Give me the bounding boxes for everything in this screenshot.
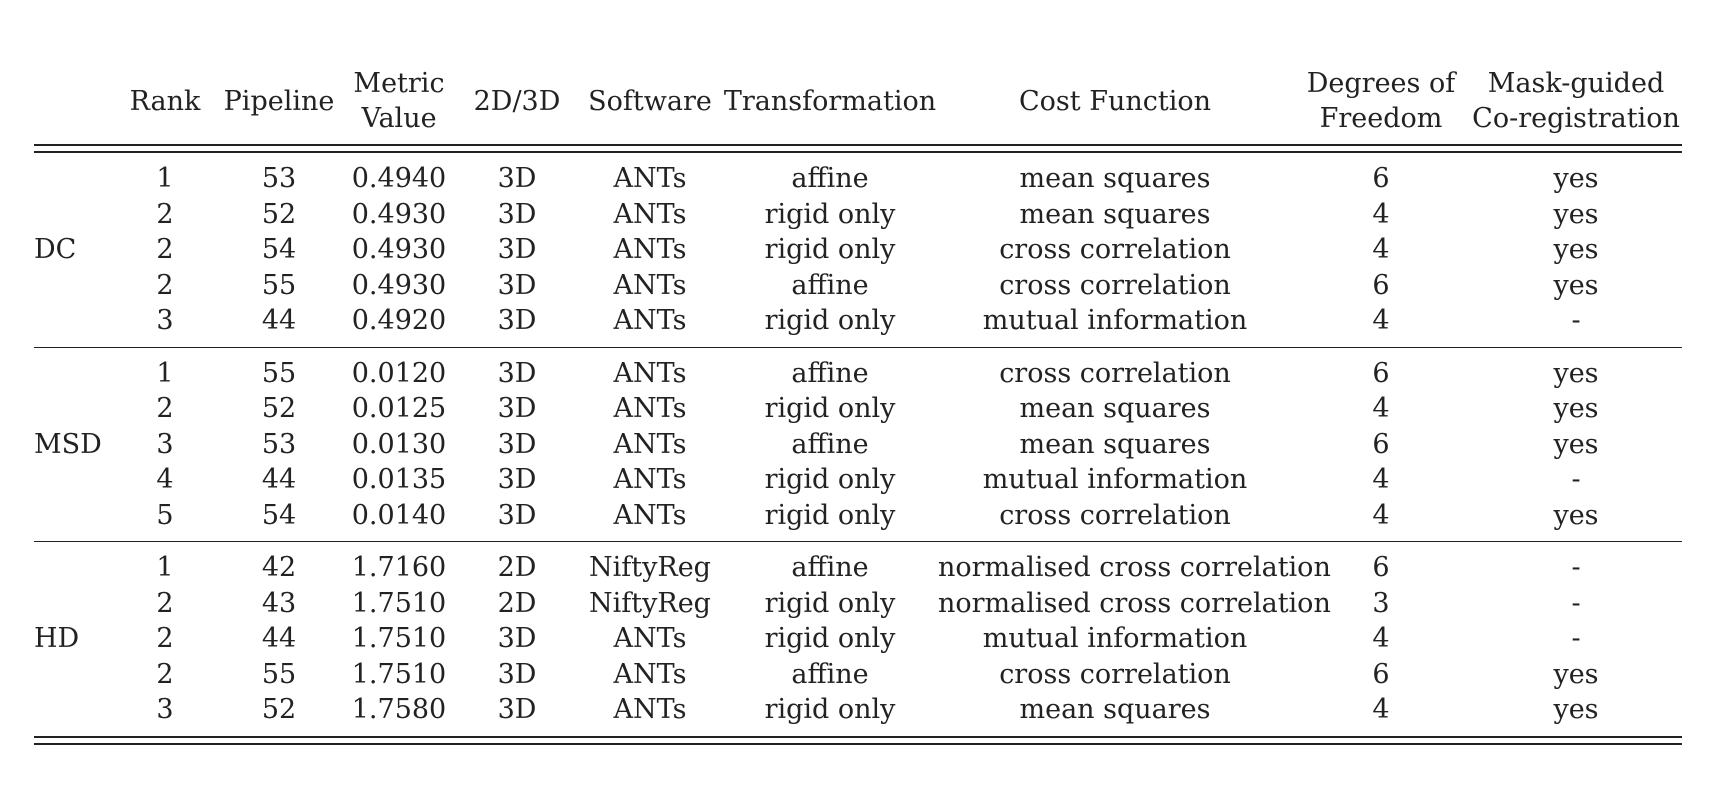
cell-dimension: 3D xyxy=(497,393,537,424)
cell-metric-value: 0.4930 xyxy=(351,198,447,230)
header-dof-line1: Degrees of xyxy=(1306,68,1456,99)
cell-metric-value: 0.0125 xyxy=(351,393,447,424)
cell-metric-value: 1.7160 xyxy=(351,552,447,583)
cell-cost-function: mean squares xyxy=(1019,694,1211,725)
cell-dimension: 3D xyxy=(497,658,537,690)
group-label xyxy=(34,657,114,693)
table-body xyxy=(34,144,1682,745)
cell-mask-guided: - xyxy=(1571,552,1581,583)
header-degrees-of-freedom xyxy=(1292,62,1470,144)
cell-rank: 3 xyxy=(156,694,174,725)
group-label xyxy=(34,498,114,534)
header-metric-line1: Metric xyxy=(353,68,445,99)
cell-software: ANTs xyxy=(613,269,687,301)
header-group xyxy=(34,62,114,144)
table-row xyxy=(34,197,1682,233)
cell-pipeline: 52 xyxy=(261,694,297,725)
cell-pipeline: 43 xyxy=(261,587,297,619)
cell-software: ANTs xyxy=(613,305,687,336)
table-row xyxy=(34,621,1682,657)
cell-dimension: 3D xyxy=(497,198,537,230)
cell-cost-function: cross correlation xyxy=(999,269,1231,301)
cell-metric-value: 1.7510 xyxy=(351,623,447,654)
cell-rank: 4 xyxy=(156,464,174,495)
cell-metric-value: 0.0130 xyxy=(351,428,447,460)
cell-rank: 1 xyxy=(156,163,174,194)
results-table-container xyxy=(34,62,1682,745)
cell-cost-function: mean squares xyxy=(1019,163,1211,194)
table-row xyxy=(34,268,1682,304)
header-transformation: Transformation xyxy=(723,85,937,117)
cell-transformation: affine xyxy=(791,269,869,301)
group-label: MSD xyxy=(34,428,102,460)
cell-degrees-of-freedom: 4 xyxy=(1372,499,1390,531)
cell-rank: 3 xyxy=(156,428,174,460)
bottom-double-rule xyxy=(34,736,1682,745)
table-row xyxy=(34,586,1682,622)
header-double-rule xyxy=(34,144,1682,153)
cell-degrees-of-freedom: 4 xyxy=(1372,464,1390,495)
cell-pipeline: 44 xyxy=(261,305,297,336)
table-row xyxy=(34,498,1682,534)
table-row xyxy=(34,692,1682,728)
cell-software: ANTs xyxy=(613,163,687,194)
cell-degrees-of-freedom: 3 xyxy=(1372,587,1390,619)
table-row xyxy=(34,391,1682,427)
cell-dimension: 3D xyxy=(497,234,537,265)
cell-mask-guided: yes xyxy=(1553,234,1599,265)
cell-metric-value: 0.4940 xyxy=(351,163,447,194)
cell-rank: 2 xyxy=(156,269,174,301)
cell-rank: 2 xyxy=(156,658,174,690)
cell-pipeline: 54 xyxy=(261,499,297,531)
group-spacer xyxy=(34,339,1682,348)
cell-software: ANTs xyxy=(613,623,687,654)
cell-mask-guided: yes xyxy=(1553,198,1599,230)
cell-cost-function: mutual information xyxy=(982,305,1248,336)
cell-pipeline: 55 xyxy=(261,269,297,301)
cell-rank: 2 xyxy=(156,393,174,424)
cell-mask-guided: yes xyxy=(1553,499,1599,531)
table-row xyxy=(34,303,1682,339)
cell-degrees-of-freedom: 4 xyxy=(1372,234,1390,265)
cell-metric-value: 0.4920 xyxy=(351,305,447,336)
cell-pipeline: 44 xyxy=(261,623,297,654)
cell-rank: 1 xyxy=(156,552,174,583)
header-mask-line1: Mask-guided xyxy=(1487,68,1665,99)
cell-mask-guided: - xyxy=(1571,305,1581,336)
cell-degrees-of-freedom: 6 xyxy=(1372,428,1390,460)
cell-software: ANTs xyxy=(613,658,687,690)
header-software: Software xyxy=(588,85,712,117)
cell-rank: 2 xyxy=(156,587,174,619)
cell-software: ANTs xyxy=(613,198,687,230)
cell-degrees-of-freedom: 6 xyxy=(1372,552,1390,583)
cell-dimension: 3D xyxy=(497,694,537,725)
cell-rank: 3 xyxy=(156,305,174,336)
cell-dimension: 3D xyxy=(497,464,537,495)
cell-degrees-of-freedom: 4 xyxy=(1372,305,1390,336)
cell-cost-function: mean squares xyxy=(1019,198,1211,230)
cell-cost-function: cross correlation xyxy=(999,658,1231,690)
cell-pipeline: 53 xyxy=(261,428,297,460)
table-row xyxy=(34,356,1682,392)
cell-software: ANTs xyxy=(613,357,687,389)
group-label xyxy=(34,462,114,498)
cell-cost-function: mutual information xyxy=(982,623,1248,654)
group-label xyxy=(34,586,114,622)
cell-degrees-of-freedom: 6 xyxy=(1372,163,1390,194)
cell-software: ANTs xyxy=(613,234,687,265)
header-dimension: 2D/3D xyxy=(473,85,561,117)
cell-mask-guided: - xyxy=(1571,464,1581,495)
results-table xyxy=(34,62,1682,745)
cell-software: ANTs xyxy=(613,428,687,460)
group-spacer xyxy=(34,542,1682,550)
cell-transformation: rigid only xyxy=(764,464,896,495)
cell-transformation: rigid only xyxy=(764,234,896,265)
cell-mask-guided: yes xyxy=(1553,163,1599,194)
table-row xyxy=(34,161,1682,197)
group-label xyxy=(34,161,114,197)
cell-rank: 2 xyxy=(156,623,174,654)
cell-degrees-of-freedom: 6 xyxy=(1372,357,1390,389)
group-label xyxy=(34,197,114,233)
cell-mask-guided: yes xyxy=(1553,357,1599,389)
cell-dimension: 3D xyxy=(497,269,537,301)
header-rank: Rank xyxy=(129,85,201,117)
group-label: DC xyxy=(34,234,77,265)
cell-transformation: rigid only xyxy=(764,393,896,424)
header-metric-line2: Value xyxy=(361,103,437,134)
double-rule-line xyxy=(34,144,1682,153)
cell-dimension: 2D xyxy=(497,552,537,583)
cell-pipeline: 42 xyxy=(261,552,297,583)
header-pipeline: Pipeline xyxy=(223,85,335,117)
cell-cost-function: mean squares xyxy=(1019,428,1211,460)
cell-software: ANTs xyxy=(613,393,687,424)
cell-transformation: rigid only xyxy=(764,499,896,531)
group-spacer xyxy=(34,728,1682,736)
cell-dimension: 3D xyxy=(497,428,537,460)
cell-mask-guided: yes xyxy=(1553,428,1599,460)
cell-degrees-of-freedom: 4 xyxy=(1372,623,1390,654)
cell-cost-function: cross correlation xyxy=(999,357,1231,389)
cell-metric-value: 0.4930 xyxy=(351,234,447,265)
cell-transformation: rigid only xyxy=(764,623,896,654)
cell-degrees-of-freedom: 4 xyxy=(1372,393,1390,424)
cell-transformation: affine xyxy=(791,552,869,583)
group-label xyxy=(34,391,114,427)
cell-cost-function: mean squares xyxy=(1019,393,1211,424)
cell-software: ANTs xyxy=(613,694,687,725)
cell-metric-value: 0.0120 xyxy=(351,357,447,389)
cell-metric-value: 1.7510 xyxy=(351,587,447,619)
cell-mask-guided: - xyxy=(1571,587,1581,619)
cell-transformation: rigid only xyxy=(764,587,896,619)
cell-metric-value: 1.7510 xyxy=(351,658,447,690)
cell-metric-value: 1.7580 xyxy=(351,694,447,725)
cell-dimension: 3D xyxy=(497,305,537,336)
cell-mask-guided: yes xyxy=(1553,269,1599,301)
cell-pipeline: 55 xyxy=(261,357,297,389)
cell-pipeline: 54 xyxy=(261,234,297,265)
header-cost-function: Cost Function xyxy=(1019,85,1211,117)
cell-cost-function: normalised cross correlation xyxy=(938,552,1331,583)
cell-cost-function: normalised cross correlation xyxy=(938,587,1331,619)
cell-transformation: affine xyxy=(791,658,869,690)
cell-cost-function: cross correlation xyxy=(999,499,1231,531)
double-rule-line xyxy=(34,736,1682,745)
header-metric-value xyxy=(342,62,456,144)
group-label: HD xyxy=(34,623,80,654)
group-spacer xyxy=(34,153,1682,161)
cell-metric-value: 0.0140 xyxy=(351,499,447,531)
group-label xyxy=(34,550,114,586)
cell-mask-guided: yes xyxy=(1553,658,1599,690)
cell-degrees-of-freedom: 6 xyxy=(1372,658,1390,690)
table-row xyxy=(34,462,1682,498)
group-label xyxy=(34,303,114,339)
cell-dimension: 3D xyxy=(497,499,537,531)
cell-degrees-of-freedom: 4 xyxy=(1372,198,1390,230)
group-spacer xyxy=(34,348,1682,356)
table-header xyxy=(34,62,1682,144)
table-row xyxy=(34,232,1682,268)
cell-rank: 2 xyxy=(156,234,174,265)
cell-dimension: 3D xyxy=(497,623,537,654)
cell-cost-function: cross correlation xyxy=(999,234,1231,265)
group-spacer xyxy=(34,533,1682,542)
table-row xyxy=(34,427,1682,463)
header-dof-line2: Freedom xyxy=(1319,103,1443,134)
cell-metric-value: 0.0135 xyxy=(351,464,447,495)
cell-rank: 5 xyxy=(156,499,174,531)
cell-dimension: 3D xyxy=(497,163,537,194)
header-mask-line2: Co-registration xyxy=(1472,103,1680,134)
cell-cost-function: mutual information xyxy=(982,464,1248,495)
cell-dimension: 2D xyxy=(497,587,537,619)
table-row xyxy=(34,657,1682,693)
cell-transformation: affine xyxy=(791,357,869,389)
cell-software: NiftyReg xyxy=(589,587,711,619)
cell-degrees-of-freedom: 4 xyxy=(1372,694,1390,725)
cell-rank: 2 xyxy=(156,198,174,230)
cell-mask-guided: yes xyxy=(1553,694,1599,725)
cell-pipeline: 52 xyxy=(261,393,297,424)
header-mask-guided xyxy=(1470,62,1682,144)
group-label xyxy=(34,268,114,304)
cell-transformation: affine xyxy=(791,428,869,460)
cell-software: ANTs xyxy=(613,499,687,531)
cell-metric-value: 0.4930 xyxy=(351,269,447,301)
cell-pipeline: 44 xyxy=(261,464,297,495)
cell-transformation: rigid only xyxy=(764,694,896,725)
cell-pipeline: 55 xyxy=(261,658,297,690)
cell-pipeline: 52 xyxy=(261,198,297,230)
cell-degrees-of-freedom: 6 xyxy=(1372,269,1390,301)
cell-transformation: rigid only xyxy=(764,305,896,336)
cell-software: NiftyReg xyxy=(589,552,711,583)
group-label xyxy=(34,692,114,728)
cell-software: ANTs xyxy=(613,464,687,495)
cell-pipeline: 53 xyxy=(261,163,297,194)
group-label xyxy=(34,356,114,392)
cell-rank: 1 xyxy=(156,357,174,389)
cell-transformation: rigid only xyxy=(764,198,896,230)
table-row xyxy=(34,550,1682,586)
cell-mask-guided: yes xyxy=(1553,393,1599,424)
cell-mask-guided: - xyxy=(1571,623,1581,654)
cell-transformation: affine xyxy=(791,163,869,194)
cell-dimension: 3D xyxy=(497,357,537,389)
